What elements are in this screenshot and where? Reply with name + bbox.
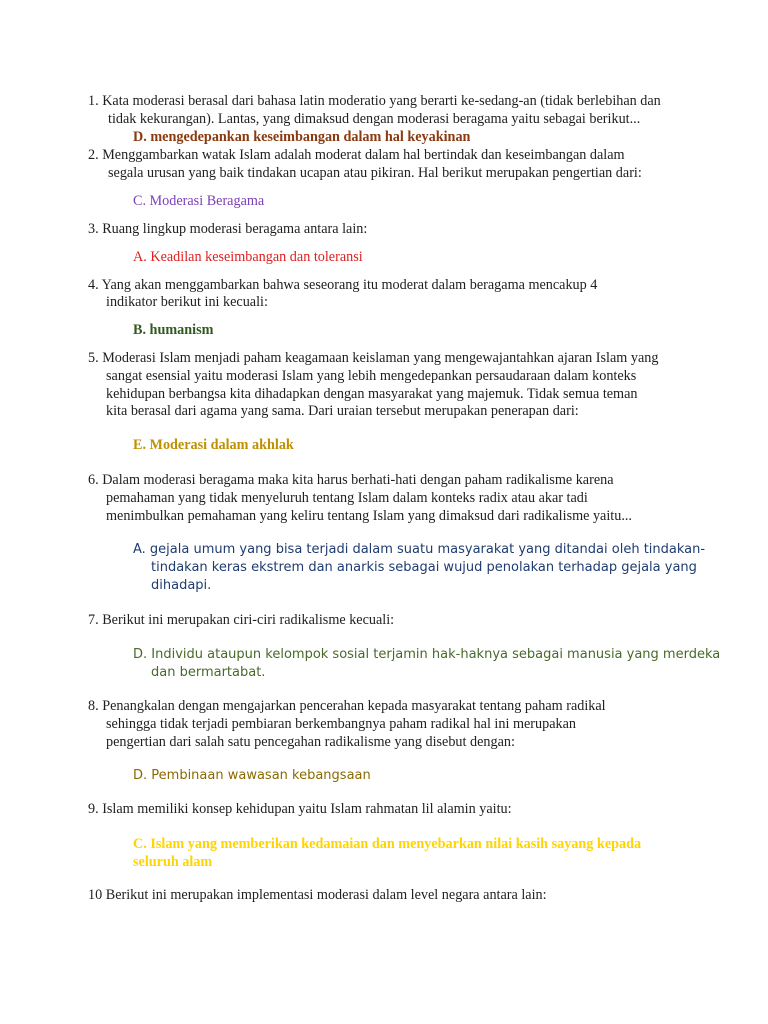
question-8-line-1: 8. Penangkalan dengan mengajarkan pencerahan kepada masyarakat tentang paham radikal (88, 698, 606, 714)
question-5-line-4: kita berasal dari agama yang sama. Dari uraian tersebut merupakan penerapan dari: (106, 403, 579, 419)
question-2-line-2: segala urusan yang baik tindakan ucapan atau pikiran. Hal berikut merupakan pengertian dari: (108, 165, 642, 181)
question-6-line-3: menimbulkan pemahaman yang keliru tentang Islam yang dimaksud dari radikalisme yaitu... (106, 508, 632, 524)
answer-7-line-2: dan bermartabat. (151, 665, 266, 680)
answer-6-line-1: A. gejala umum yang bisa terjadi dalam suatu masyarakat yang ditandai oleh tindakan- (133, 542, 706, 557)
answer-8: D. Pembinaan wawasan kebangsaan (133, 768, 371, 783)
answer-9-line-2: seluruh alam (133, 854, 213, 870)
question-4-line-2: indikator berikut ini kecuali: (106, 294, 268, 310)
question-10-line-1: 10 Berikut ini merupakan implementasi moderasi dalam level negara antara lain: (88, 887, 547, 903)
answer-9-line-1: C. Islam yang memberikan kedamaian dan menyebarkan nilai kasih sayang kepada (133, 836, 642, 852)
question-9-line-1: 9. Islam memiliki konsep kehidupan yaitu Islam rahmatan lil alamin yaitu: (88, 801, 512, 817)
answer-1: D. mengedepankan keseimbangan dalam hal keyakinan (133, 129, 471, 145)
answer-6-line-3: dihadapi. (151, 578, 212, 593)
answer-6-line-2: tindakan keras ekstrem dan anarkis sebagai wujud penolakan terhadap gejala yang (151, 560, 697, 575)
answer-4: B. humanism (133, 322, 214, 338)
question-8-line-3: pengertian dari salah satu pencegahan radikalisme yang disebut dengan: (106, 734, 515, 750)
answer-7-line-1: D. Individu ataupun kelompok sosial terjamin hak-haknya sebagai manusia yang merdeka (133, 647, 721, 662)
question-8-line-2: sehingga tidak terjadi pembiaran berkembangnya paham radikal hal ini merupakan (106, 716, 576, 732)
answer-5: E. Moderasi dalam akhlak (133, 437, 294, 453)
question-1-line-2: tidak kekurangan). Lantas, yang dimaksud dengan moderasi beragama yaitu sebagai berikut... (108, 111, 641, 127)
answer-2: C. Moderasi Beragama (133, 193, 265, 209)
answer-3: A. Keadilan keseimbangan dan toleransi (133, 249, 363, 265)
question-2-line-1: 2. Menggambarkan watak Islam adalah moderat dalam hal bertindak dan keseimbangan dalam (88, 147, 625, 163)
question-4-line-1: 4. Yang akan menggambarkan bahwa seseorang itu moderat dalam beragama mencakup 4 (88, 277, 598, 293)
question-1-line-1: 1. Kata moderasi berasal dari bahasa latin moderatio yang berarti ke-sedang-an (tidak berlebihan dan (88, 93, 661, 109)
question-3-line-1: 3. Ruang lingkup moderasi beragama antara lain: (88, 221, 368, 237)
question-5-line-2: sangat esensial yaitu moderasi Islam yang lebih mengedepankan persaudaraan dalam konteks (106, 368, 637, 384)
question-5-line-1: 5. Moderasi Islam menjadi paham keagamaan keislaman yang mengewajantahkan ajaran Islam yang (88, 350, 659, 366)
question-6-line-2: pemahaman yang tidak menyeluruh tentang Islam dalam konteks radix atau akar tadi (106, 490, 588, 506)
question-6-line-1: 6. Dalam moderasi beragama maka kita harus berhati-hati dengan paham radikalisme karena (88, 472, 614, 488)
question-5-line-3: kehidupan berbangsa kita dihadapkan dengan masyarakat yang majemuk. Tidak semua teman (106, 386, 638, 402)
question-7-line-1: 7. Berikut ini merupakan ciri-ciri radikalisme kecuali: (88, 612, 395, 628)
